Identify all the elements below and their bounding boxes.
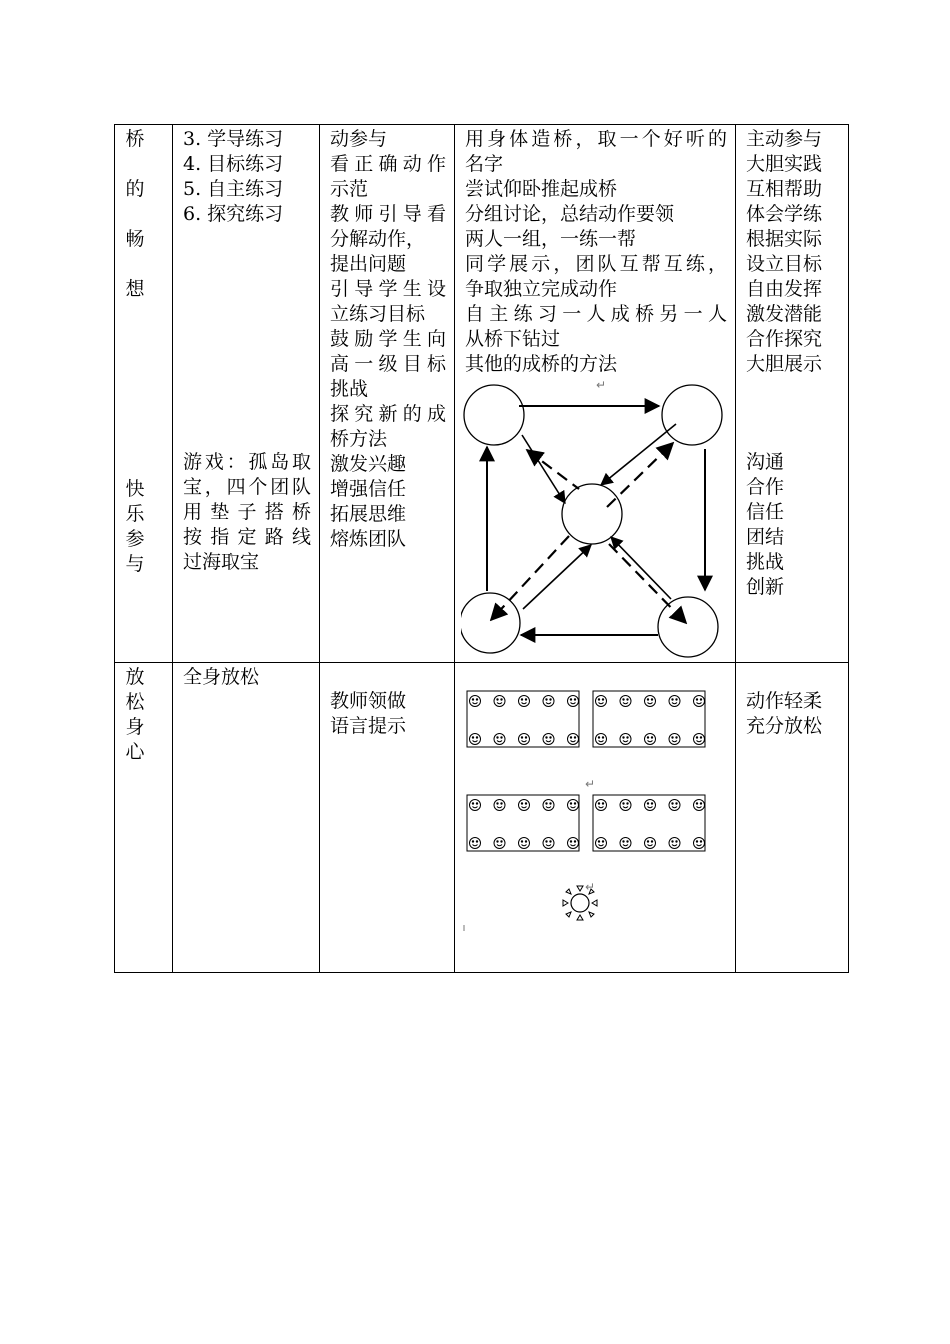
teacher-line: 桥方法 <box>330 428 388 450</box>
stage-char: 畅 <box>125 228 145 250</box>
route-arrow <box>523 545 591 609</box>
content-cell <box>173 663 320 973</box>
island-bottom-right <box>658 597 718 657</box>
teacher-line: 拓展思维 <box>330 503 407 525</box>
teacher-line: 探究新的成 <box>330 403 446 425</box>
goal-line: 充分放松 <box>746 715 823 737</box>
smiley-face-icon <box>620 800 631 811</box>
teacher-line: 提出问题 <box>330 253 407 275</box>
smiley-face-icon <box>645 696 656 707</box>
teacher-cell <box>320 125 455 663</box>
smiley-face-icon <box>694 800 705 811</box>
content-line: 3. 学导练习 <box>183 128 284 150</box>
student-line: 分组讨论，总结动作要领 <box>465 203 675 225</box>
teacher-line: 增强信任 <box>330 478 407 500</box>
goal-line: 挑战 <box>746 551 785 573</box>
island-top-left <box>464 385 524 445</box>
island-bottom-left <box>461 593 520 653</box>
smiley-face-icon <box>568 800 579 811</box>
smiley-face-icon <box>669 734 680 745</box>
goal-line: 沟通 <box>746 451 785 473</box>
goal-line: 自由发挥 <box>746 278 823 300</box>
goal-line: 合作 <box>746 476 785 498</box>
teacher-line: 激发兴趣 <box>330 453 407 475</box>
smiley-face-icon <box>669 800 680 811</box>
paragraph-mark: ↵ <box>585 880 596 894</box>
smiley-face-icon <box>519 800 530 811</box>
teacher-line: 高一级目标 <box>330 353 446 375</box>
game-line: 用垫子搭桥 <box>183 501 311 523</box>
island-center <box>562 484 622 544</box>
stage-char: 桥 <box>125 128 145 150</box>
dashed-route-arrow <box>491 536 569 620</box>
smiley-face-icon <box>620 696 631 707</box>
goal-line: 互相帮助 <box>746 178 823 200</box>
smiley-face-icon <box>694 838 705 849</box>
island-top-right <box>662 385 722 445</box>
relaxation-formation-diagram <box>455 663 735 963</box>
stage-char: 参 <box>125 528 145 550</box>
game-line: 游戏：孤岛取 <box>183 451 311 473</box>
smiley-face-icon <box>694 734 705 745</box>
route-arrow <box>611 537 671 599</box>
goals-cell <box>736 663 849 973</box>
goal-line: 合作探究 <box>746 328 823 350</box>
student-line: 争取独立完成动作 <box>465 278 618 300</box>
table-row <box>115 125 849 663</box>
smiley-face-icon <box>494 696 505 707</box>
goal-line: 大胆实践 <box>746 153 823 175</box>
smiley-face-icon <box>494 734 505 745</box>
student-line: 从桥下钻过 <box>465 328 561 350</box>
smiley-face-icon <box>596 838 607 849</box>
game-line: 宝，四个团队 <box>183 476 311 498</box>
smiley-face-icon <box>620 838 631 849</box>
smiley-face-icon <box>543 696 554 707</box>
student-line: 自主练习一人成桥另一人 <box>465 303 727 325</box>
student-line: 同学展示，团队互帮互练， <box>465 253 727 275</box>
goal-line: 创新 <box>746 576 785 598</box>
smiley-face-icon <box>519 838 530 849</box>
smiley-face-icon <box>494 838 505 849</box>
smiley-face-icon <box>543 838 554 849</box>
content-line: 全身放松 <box>183 666 260 688</box>
paragraph-mark: ↵ <box>596 378 607 392</box>
goal-line: 激发潜能 <box>746 303 823 325</box>
smiley-face-icon <box>543 800 554 811</box>
smiley-face-icon <box>669 838 680 849</box>
island-route-diagram <box>461 377 731 662</box>
teacher-line: 看正确动作 <box>330 153 446 175</box>
goal-line: 信任 <box>746 501 785 523</box>
teacher-line: 动参与 <box>330 128 388 150</box>
smiley-face-icon <box>519 696 530 707</box>
teacher-line: 立练习目标 <box>330 303 426 325</box>
smiley-face-icon <box>519 734 530 745</box>
content-line: 5. 自主练习 <box>183 178 284 200</box>
smiley-face-icon <box>568 838 579 849</box>
smiley-face-icon <box>645 734 656 745</box>
teacher-line: 鼓励学生向 <box>330 328 446 350</box>
stage-char: 心 <box>125 741 145 763</box>
smiley-face-icon <box>645 838 656 849</box>
teacher-line: 教师领做 <box>330 690 407 712</box>
smiley-face-icon <box>470 734 481 745</box>
content-cell <box>173 125 320 663</box>
smiley-face-icon <box>620 734 631 745</box>
goal-line: 体会学练 <box>746 203 823 225</box>
lesson-plan-table <box>114 124 849 973</box>
student-line: 名字 <box>465 153 504 175</box>
stage-char: 乐 <box>125 503 145 525</box>
goals-cell <box>736 125 849 663</box>
stage-char: 想 <box>125 278 145 300</box>
content-line: 4. 目标练习 <box>183 153 284 175</box>
stage-char: 与 <box>125 553 145 575</box>
student-line: 两人一组，一练一帮 <box>465 228 637 250</box>
teacher-line: 分解动作， <box>330 228 426 250</box>
paragraph-mark: ↵ <box>585 777 596 791</box>
student-line: 其他的成桥的方法 <box>465 353 618 375</box>
smiley-face-icon <box>470 838 481 849</box>
student-line: 用身体造桥，取一个好听的 <box>465 128 727 150</box>
game-line: 过海取宝 <box>183 551 260 573</box>
table-row <box>115 663 849 973</box>
formation-cell <box>455 663 736 973</box>
route-arrow <box>522 435 565 503</box>
smiley-face-icon <box>596 800 607 811</box>
goal-line: 大胆展示 <box>746 353 823 375</box>
smiley-face-icon <box>596 696 607 707</box>
teacher-line: 示范 <box>330 178 369 200</box>
game-line: 按指定路线 <box>183 526 311 548</box>
smiley-face-icon <box>470 800 481 811</box>
stage-cell <box>115 125 173 663</box>
teacher-cell <box>320 663 455 973</box>
student-cell <box>455 125 736 663</box>
goal-line: 设立目标 <box>746 253 823 275</box>
stage-char: 松 <box>125 691 145 713</box>
smiley-face-icon <box>669 696 680 707</box>
goal-line: 主动参与 <box>746 128 823 150</box>
sun-icon <box>563 886 597 920</box>
teacher-line: 语言提示 <box>330 715 407 737</box>
smiley-face-icon <box>568 734 579 745</box>
smiley-face-icon <box>568 696 579 707</box>
student-line: 尝试仰卧推起成桥 <box>465 178 618 200</box>
smiley-face-icon <box>494 800 505 811</box>
stage-char: 的 <box>125 178 145 200</box>
content-line: 6. 探究练习 <box>183 203 284 225</box>
smiley-face-icon <box>645 800 656 811</box>
stage-char: 快 <box>125 478 145 500</box>
smiley-face-icon <box>470 696 481 707</box>
stage-cell <box>115 663 173 973</box>
teacher-line: 挑战 <box>330 378 369 400</box>
teacher-line: 教师引导看 <box>330 203 446 225</box>
stage-char: 放 <box>125 666 145 688</box>
teacher-line: 熔炼团队 <box>330 528 407 550</box>
smiley-face-icon <box>694 696 705 707</box>
stage-char: 身 <box>125 716 145 738</box>
smiley-face-icon <box>543 734 554 745</box>
teacher-line: 引导学生设 <box>330 278 446 300</box>
smiley-face-icon <box>596 734 607 745</box>
goal-line: 动作轻柔 <box>746 690 823 712</box>
goal-line: 团结 <box>746 526 785 548</box>
goal-line: 根据实际 <box>746 228 823 250</box>
